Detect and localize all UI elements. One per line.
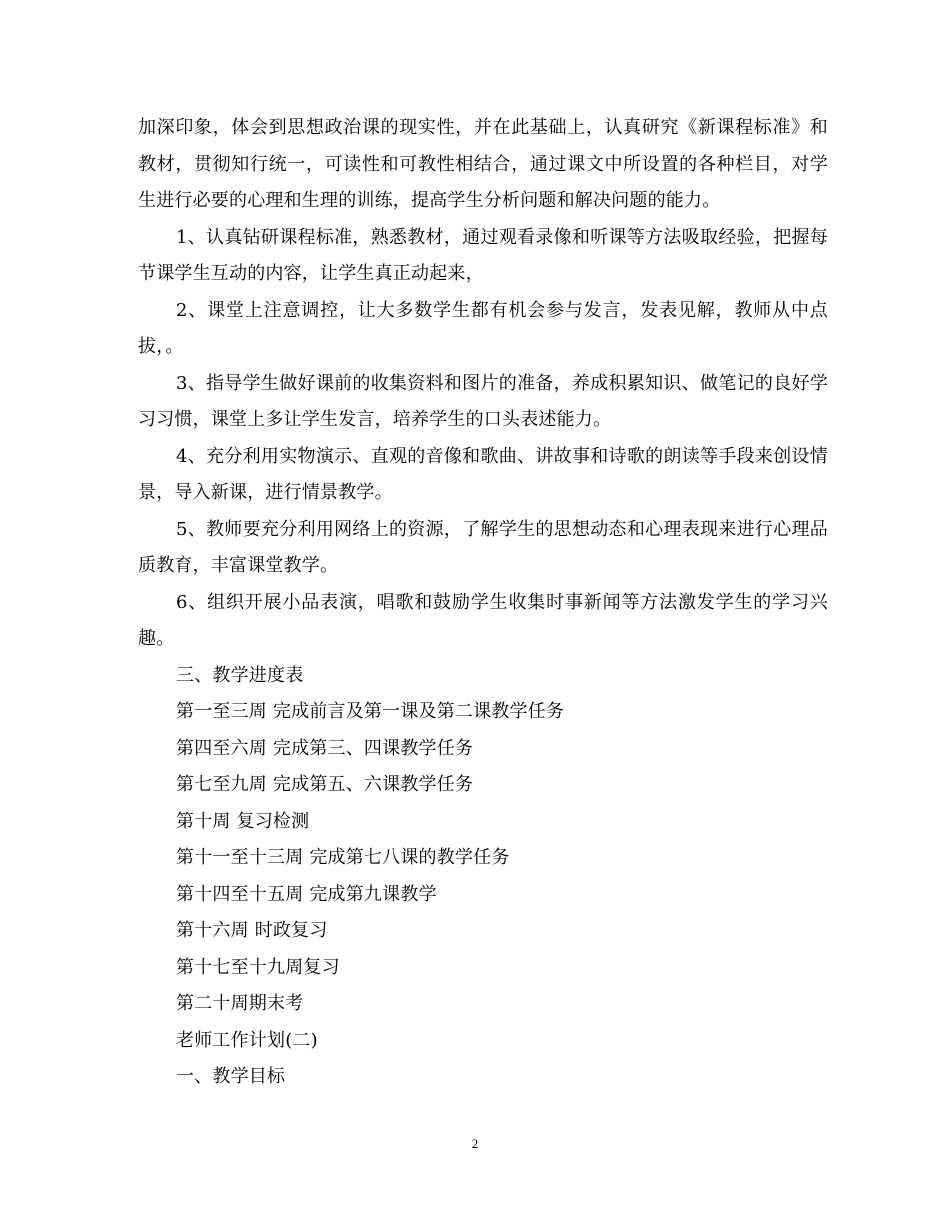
- schedule-item: 第二十周期末考: [176, 993, 304, 1014]
- schedule-item: 第七至九周 完成第五、六课教学任务: [176, 774, 474, 795]
- schedule-item: 第四至六周 完成第三、四课教学任务: [176, 737, 474, 759]
- section-heading: 三、教学进度表: [176, 664, 304, 686]
- method-item-2: 2、课堂上注意调控，让大多数学生都有机会参与发言，发表见解，教师从中点拔，。: [138, 299, 828, 357]
- schedule-item: 第十一至十三周 完成第七八课的教学任务: [176, 847, 510, 868]
- method-item-1: 1、认真钻研课程标准，熟悉教材，通过观看录像和听课等方法吸取经验，把握每节课学生互动的内容，让学生真正动起来，: [138, 226, 828, 284]
- schedule-item: 第十六周 时政复习: [176, 920, 328, 941]
- schedule-item: 第一至三周 完成前言及第一课及第二课教学任务: [176, 701, 565, 722]
- method-item-6: 6、组织开展小品表演，唱歌和鼓励学生收集时事新闻等方法激发学生的学习兴趣。: [138, 591, 828, 649]
- plan-title: 老师工作计划(二): [176, 1029, 318, 1051]
- method-item-5: 5、教师要充分利用网络上的资源，了解学生的思想动态和心理表现来进行心理品质教育，丰富课堂教学。: [138, 518, 828, 576]
- document-body: [138, 110, 828, 1096]
- intro-paragraph: 加深印象，体会到思想政治课的现实性，并在此基础上，认真研究《新课程标准》和教材，贯彻知行统一，可读性和可教性相结合，通过课文中所设置的各种栏目，对学生进行必要的心理和生理的训练，提高学生分析问题和解决问题的能力。: [138, 117, 828, 211]
- method-item-3: 3、指导学生做好课前的收集资料和图片的准备，养成积累知识、做笔记的良好学习习惯，课堂上多让学生发言，培养学生的口头表述能力。: [138, 372, 828, 430]
- schedule-item: 第十四至十五周 完成第九课教学: [176, 883, 437, 905]
- schedule-item: 第十周 复习检测: [176, 810, 310, 832]
- method-item-4: 4、充分利用实物演示、直观的音像和歌曲、讲故事和诗歌的朗读等手段来创设情景，导入新课，进行情景教学。: [138, 445, 828, 503]
- schedule-item: 第十七至十九周复习: [176, 956, 340, 978]
- page-number: 2: [471, 1136, 479, 1151]
- subheading: 一、教学目标: [176, 1066, 286, 1087]
